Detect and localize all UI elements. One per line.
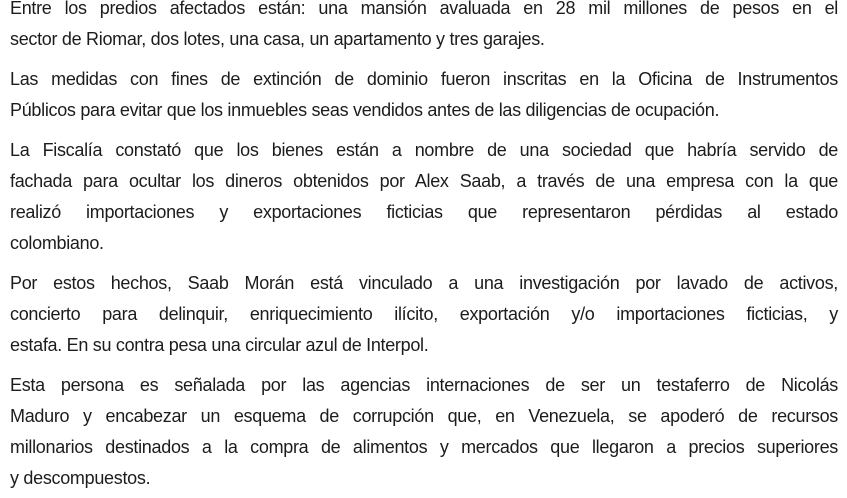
text-line: concierto para delinquir, enriquecimiento ilícito, exportación y/o importaciones ficticias, y [10, 304, 838, 324]
text-line: Maduro y encabezar un esquema de corrupción que, en Venezuela, se apoderó de recursos [10, 406, 838, 426]
paragraph [10, 268, 838, 361]
text-line: estafa. En su contra pesa una circular azul de Interpol. [10, 335, 429, 355]
text-line: millonarios destinados a la compra de alimentos y mercados que llegaron a precios superiores [10, 437, 838, 457]
text-line: colombiano. [10, 233, 104, 253]
document-body [10, 0, 838, 494]
text-line: Públicos para evitar que los inmuebles seas vendidos antes de las diligencias de ocupación. [10, 100, 720, 120]
text-line: realizó importaciones y exportaciones ficticias que representaron pérdidas al estado [10, 202, 838, 222]
paragraph [10, 370, 838, 494]
text-line: Entre los predios afectados están: una mansión avaluada en 28 mil millones de pesos en el [10, 0, 838, 18]
text-line: y descompuestos. [10, 468, 151, 488]
text-line: fachada para ocultar los dineros obtenidos por Alex Saab, a través de una empresa con la que [10, 171, 838, 191]
text-line: sector de Riomar, dos lotes, una casa, un apartamento y tres garajes. [10, 29, 545, 49]
text-line: Las medidas con fines de extinción de dominio fueron inscritas en la Oficina de Instrumentos [10, 69, 838, 89]
text-line: Esta persona es señalada por las agencias internaciones de ser un testaferro de Nicolás [10, 375, 838, 395]
paragraph [10, 64, 838, 126]
text-line: La Fiscalía constató que los bienes están a nombre de una sociedad que habría servido de [10, 140, 838, 160]
paragraph [10, 0, 838, 55]
text-line: Por estos hechos, Saab Morán está vinculado a una investigación por lavado de activos, [10, 273, 838, 293]
paragraph [10, 135, 838, 259]
